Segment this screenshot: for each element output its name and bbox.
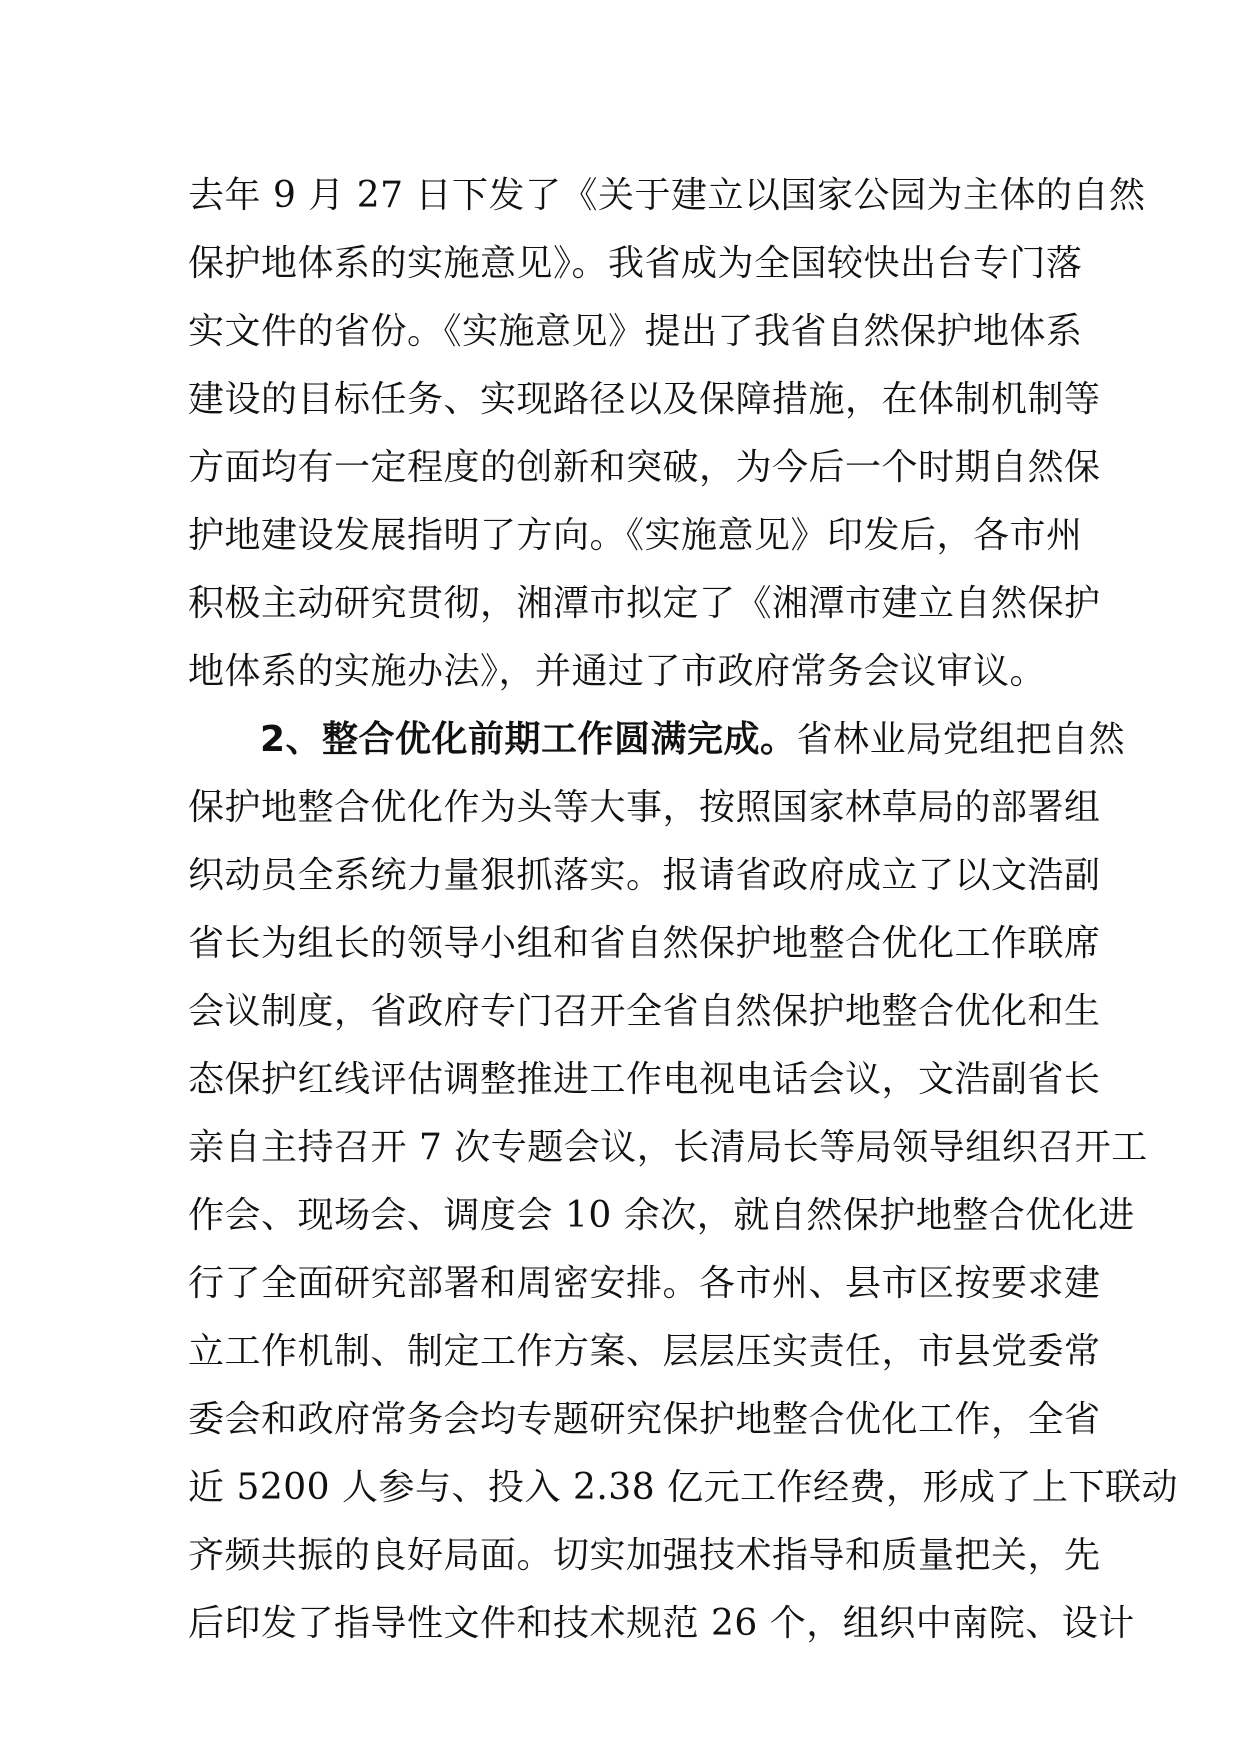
text-line: 行了全面研究部署和周密安排。各市州、县市区按要求建 [188,1263,1101,1304]
text-line: 齐频共振的良好局面。切实加强技术指导和质量把关，先 [188,1535,1101,1576]
text-line-rest: 省林业局党组把自然 [796,719,1126,760]
text-line: 去年 9 月 27 日下发了《关于建立以国家公园为主体的自然 [188,175,1146,216]
text-line: 态保护红线评估调整推进工作电视电话会议，文浩副省长 [188,1059,1101,1100]
section-heading: 2、整合优化前期工作圆满完成。 [260,719,797,760]
text-line: 立工作机制、制定工作方案、层层压实责任，市县党委常 [188,1331,1101,1372]
text-line: 会议制度，省政府专门召开全省自然保护地整合优化和生 [188,991,1101,1032]
text-line: 委会和政府常务会均专题研究保护地整合优化工作，全省 [188,1399,1101,1440]
section-heading-line [188,706,1126,774]
text-line: 实文件的省份。《实施意见》提出了我省自然保护地体系 [188,311,1083,352]
text-line: 作会、现场会、调度会 10 余次，就自然保护地整合优化进 [188,1195,1135,1236]
text-line: 建设的目标任务、实现路径以及保障措施，在体制机制等 [188,379,1101,420]
text-line: 后印发了指导性文件和技术规范 26 个，组织中南院、设计 [188,1603,1135,1644]
text-line: 保护地体系的实施意见》。我省成为全国较快出台专门落 [188,243,1083,284]
text-line: 方面均有一定程度的创新和突破，为今后一个时期自然保 [188,447,1101,488]
text-line: 保护地整合优化作为头等大事，按照国家林草局的部署组 [188,787,1101,828]
text-line: 省长为组长的领导小组和省自然保护地整合优化工作联席 [188,923,1101,964]
text-line: 亲自主持召开 7 次专题会议，长清局长等局领导组织召开工 [188,1127,1148,1168]
text-line: 织动员全系统力量狠抓落实。报请省政府成立了以文浩副 [188,855,1101,896]
text-line: 地体系的实施办法》，并通过了市政府常务会议审议。 [188,651,1047,692]
body-text [188,162,1179,1658]
text-line: 近 5200 人参与、投入 2.38 亿元工作经费，形成了上下联动 [188,1467,1179,1508]
text-line: 积极主动研究贯彻，湘潭市拟定了《湘潭市建立自然保护 [188,583,1101,624]
text-line: 护地建设发展指明了方向。《实施意见》印发后，各市州 [188,515,1083,556]
